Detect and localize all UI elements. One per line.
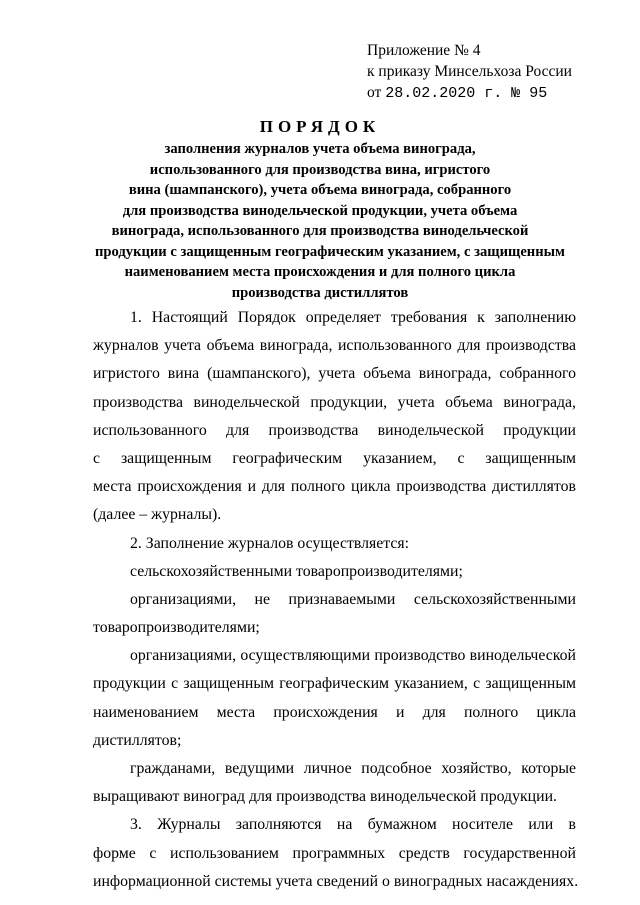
order-date-value: 28.02.2020 г. № 95 (385, 85, 548, 102)
paragraph-3-line: форме с использованием программных средств государственной (93, 844, 576, 862)
paragraph-3-line: 3. Журналы заполняются на бумажном носителе или в (130, 816, 576, 834)
paragraph-1-line: места происхождения и для полного цикла производства дистиллятов (93, 478, 576, 496)
subtitle-line: наименованием места происхождения и для полного цикла (124, 264, 516, 280)
subtitle-line: для производства винодельческой продукции, учета объема (122, 202, 518, 219)
paragraph-1-line: игристого вина (шампанского), учета объема винограда, собранного (93, 365, 576, 383)
appendix-order-ref: к приказу Минсельхоза России (367, 63, 572, 80)
appendix-order-date (367, 82, 572, 104)
paragraph-3-line: информационной системы учета сведений о виноградных насаждениях. (93, 872, 579, 890)
paragraph-1-line: производства винодельческой продукции, учета объема винограда, (93, 393, 576, 411)
list-item-line: продукции с защищенным географическим указанием, с защищенным (93, 675, 576, 693)
order-date-prefix: от (367, 84, 382, 101)
subtitle-line: винограда, использованного для производства винодельческой (111, 223, 529, 239)
list-item-line: организациями, осуществляющими производство винодельческой (130, 647, 576, 665)
paragraph-1-line: журналов учета объема винограда, использованного для производства (93, 337, 576, 355)
paragraph-1-line: с защищенным географическим указанием, с защищенным (93, 449, 576, 467)
appendix-header (367, 40, 572, 104)
document-body (93, 304, 579, 896)
list-item-line: организациями, не признаваемыми сельскохозяйственными (130, 590, 576, 608)
subtitle-line: использованного для производства вина, игристого (149, 161, 491, 178)
document-title: ПОРЯДОК (259, 117, 381, 136)
document-subtitle (95, 139, 565, 303)
list-item-line: сельскохозяйственными товаропроизводителями; (130, 562, 463, 580)
subtitle-line: вина (шампанского), учета объема винограда, собранного (128, 182, 512, 198)
list-item-line: товаропроизводителями; (93, 619, 260, 637)
list-item-line: дистиллятов; (93, 731, 182, 749)
subtitle-line: производства дистиллятов (231, 284, 409, 301)
paragraph-2-line: 2. Заполнение журналов осуществляется: (130, 534, 410, 552)
list-item-line: гражданами, ведущими личное подсобное хозяйство, которые (130, 760, 576, 777)
appendix-number: Приложение № 4 (367, 42, 481, 59)
paragraph-1-line: использованного для производства винодельческой продукции (93, 421, 576, 439)
subtitle-line: заполнения журналов учета объема винограда, (164, 141, 476, 157)
paragraph-1-line: (далее – журналы). (93, 506, 222, 524)
subtitle-line: продукции с защищенным географическим указанием, с защищенным (95, 243, 565, 260)
list-item-line: выращивают виноград для производства винодельческой продукции. (93, 788, 557, 806)
list-item-line: наименованием места происхождения и для полного цикла (93, 703, 576, 721)
paragraph-1-line: 1. Настоящий Порядок определяет требования к заполнению (130, 309, 576, 326)
